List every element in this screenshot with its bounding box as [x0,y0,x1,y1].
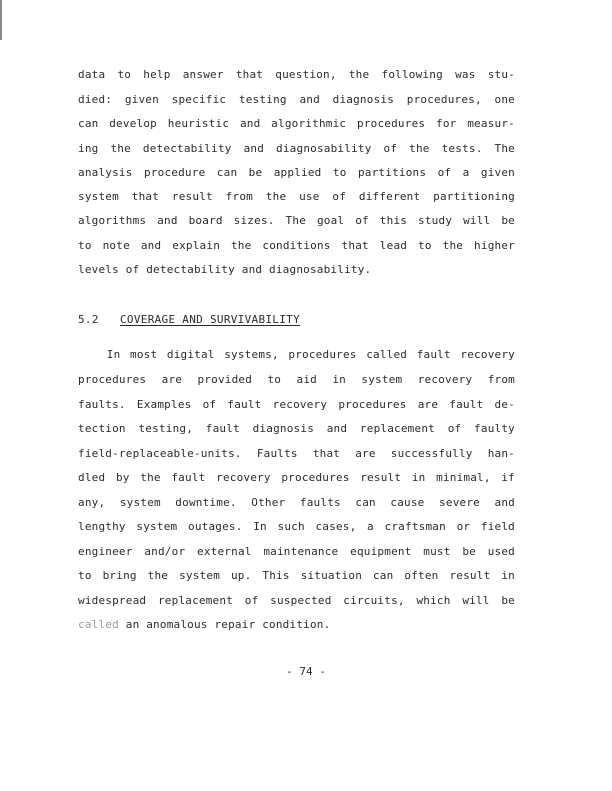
section-number: 5.2 [78,313,99,326]
paragraph-1-line-4: ing the detectability and diagnosability of the tests. The [78,142,515,155]
paragraph-1-line-5: analysis procedure can be applied to partitions of a given [78,166,515,179]
paragraph-1-line-3: can develop heuristic and algorithmic procedures for measur- [78,117,515,130]
paragraph-1-line-7: algorithms and board sizes. The goal of this study will be [78,214,515,227]
paragraph-2-line-8: lengthy system outages. In such cases, a craftsman or field [78,520,515,533]
paragraph-2-line-2: procedures are provided to aid in system recovery from [78,373,515,386]
paragraph-1-line-2: died: given specific testing and diagnosis procedures, one [78,93,515,106]
paragraph-2-line-4: tection testing, fault diagnosis and replacement of faulty [78,422,515,435]
scan-edge-mark [0,0,2,40]
paragraph-2-line-11: widespread replacement of suspected circuits, which will be [78,594,515,607]
paragraph-2-line-7: any, system downtime. Other faults can cause severe and [78,496,515,509]
section-heading [78,313,300,327]
paragraph-1-line-9: levels of detectability and diagnosability. [78,263,372,276]
paragraph-2-line-9: engineer and/or external maintenance equipment must be used [78,545,515,558]
paragraph-1-line-6: system that result from the use of different partitioning [78,190,515,203]
paragraph-1-line-1: data to help answer that question, the following was stu- [78,68,515,81]
paragraph-1-line-8: to note and explain the conditions that lead to the higher [78,239,515,252]
paragraph-2-line-3: faults. Examples of fault recovery procedures are fault de- [78,398,515,411]
page-number: - 74 - [286,665,326,678]
paragraph-2-line-10: to bring the system up. This situation can often result in [78,569,515,582]
faded-word: called [78,618,119,631]
paragraph-2-line-5: field-replaceable-units. Faults that are successfully han- [78,447,515,460]
paragraph-2-line-6: dled by the fault recovery procedures result in minimal, if [78,471,515,484]
paragraph-2-line-12 [78,618,515,632]
paragraph-2-line-1: In most digital systems, procedures called fault recovery [78,348,515,361]
last-line-text: an anomalous repair condition. [118,618,331,631]
section-title: COVERAGE AND SURVIVABILITY [120,313,300,326]
